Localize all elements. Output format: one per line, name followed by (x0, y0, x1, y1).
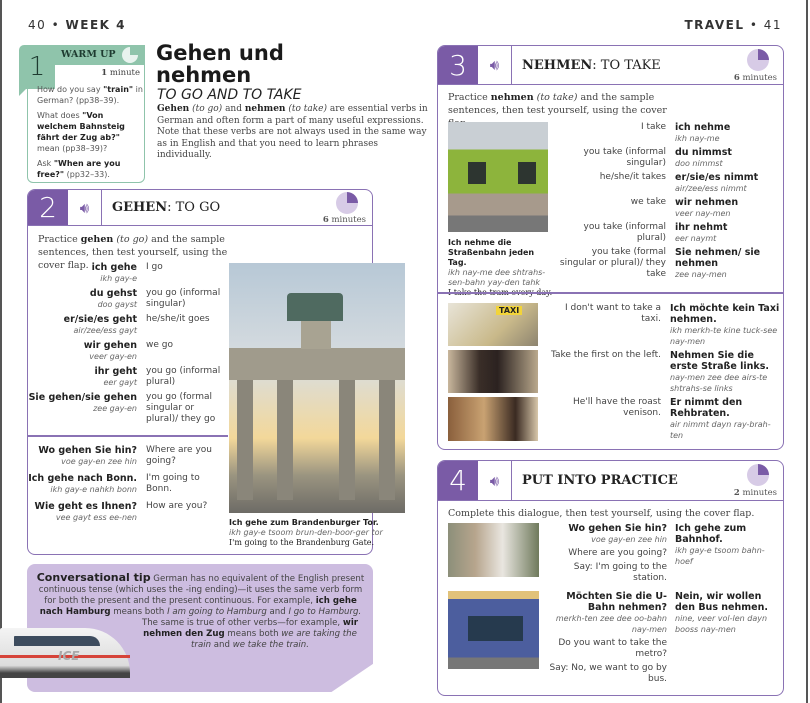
caption-german: Ich nehme die Straßenbahn jeden Tag. (448, 238, 535, 267)
caption-pronunciation: ikh nay-me dee shtrahs-sen-bahn yay-den tahk (448, 268, 546, 287)
speaker-icon[interactable]: 🔊︎ (478, 46, 512, 84)
sentence-row (28, 473, 226, 495)
english-meaning: we go (146, 340, 173, 350)
nehmen-rows-2 (438, 303, 780, 441)
speaker-icon[interactable]: 🔊︎ (68, 190, 102, 225)
english-meaning: you go (informal plural) (146, 366, 221, 387)
english-meaning: you take (formal singular or plural)/ they take (559, 247, 666, 279)
german-form: wir nehmen (675, 197, 739, 208)
gehen-title: GEHEN: TO GO (112, 200, 221, 215)
conjugation-row (438, 247, 777, 280)
practice-title: PUT INTO PRACTICE (522, 473, 678, 488)
page-number: 40 (28, 18, 47, 32)
pronunciation: ikh merkh-te kine tuck-see nay-men (670, 326, 778, 346)
german-form: ihr geht (94, 366, 137, 377)
conjugation-row (28, 366, 226, 388)
gehen-header (28, 190, 372, 226)
page-edge-left (0, 0, 2, 703)
conversational-tip-text: Conversational tip German has no equivalent of the English present continuous tense (which uses the -ing ending)—it uses the same verb form for both the present and the present continuous. For example, ich gehe nach Hamburg means both I am going to Hamburg and I go to Hamburg. The same is true of other verbs—for example, wir nehmen den Zug means both we are taking the train and we take the train. (32, 572, 368, 697)
german-sentence: Nehmen Sie die erste Straße links. (670, 350, 769, 372)
english-meaning: you take (informal singular) (583, 147, 666, 168)
german-sentence: Ich möchte kein Taxi nehmen. (670, 303, 780, 325)
answer-german: Ich gehe zum Bahnhof. (675, 523, 747, 545)
german-form: du gehst (89, 288, 137, 299)
question-pronunciation: voe gay-en zee hin (591, 535, 667, 544)
conjugation-row (438, 147, 777, 169)
train-logo: ICE (58, 649, 80, 663)
pronunciation: zee nay-men (675, 270, 727, 279)
timer-pie-icon (336, 192, 358, 214)
english-meaning: I don't want to take a taxi. (564, 303, 661, 324)
section-label: TRAVEL (684, 18, 745, 32)
english-meaning: I go (146, 262, 163, 272)
step-number: 2 (28, 190, 68, 225)
question-german: Möchten Sie die U-Bahn nehmen? (566, 591, 667, 613)
pronunciation: voe gay-en zee hin (61, 457, 137, 466)
english-meaning: you take (informal plural) (583, 222, 666, 243)
sentence-row (28, 445, 226, 467)
caption-german: Ich gehe zum Brandenburger Tor. (229, 518, 379, 527)
answer-pronunciation: nine, veer vol-len dayn booss nay-men (675, 614, 768, 634)
warmup-box (27, 45, 145, 183)
english-meaning: I'm going to Bonn. (146, 473, 200, 494)
english-meaning: you go (informal singular) (146, 288, 221, 309)
english-meaning: Where are you going? (146, 445, 212, 466)
nehmen-minutes: 6 minutes (733, 73, 777, 83)
answer-german: Nein, wir wollen den Bus nehmen. (675, 591, 768, 613)
gehen-caption (229, 518, 405, 548)
warmup-number: 1 (19, 45, 55, 89)
warmup-q2: What does "Von welchem Bahnsteig fährt der Zug ab?" mean (pp38–39)? (37, 111, 125, 153)
say-prompt: Say: No, we want to go by bus. (549, 663, 667, 684)
english-meaning: you go (formal singular or plural)/ they go (146, 392, 216, 424)
conjugation-row (28, 392, 226, 425)
pronunciation: nay-men zee dee airs-te shtrahs-se links (670, 373, 768, 393)
question-english: Where are you going? (568, 548, 667, 558)
week-label: WEEK 4 (65, 18, 126, 32)
column (237, 380, 253, 500)
english-meaning: How are you? (146, 501, 208, 511)
sentence-row (438, 303, 780, 347)
conjugation-row (438, 122, 777, 144)
pronunciation: vee gayt ess ee-nen (55, 513, 137, 522)
say-prompt: Say: I'm going to the station. (573, 562, 667, 583)
conjugation-row (438, 197, 777, 219)
page-subtitle: TO GO AND TO TAKE (157, 87, 302, 103)
gate-entablature (229, 348, 405, 380)
pronunciation: ikh gay-e (100, 274, 137, 283)
english-meaning: we take (630, 197, 666, 207)
column (277, 380, 293, 500)
pronunciation: eer naymt (675, 234, 717, 243)
timer-pie-icon (747, 464, 769, 486)
pronunciation: doo gayst (97, 300, 137, 309)
bullet: • (51, 18, 61, 32)
warmup-minutes: 1 minute (101, 68, 140, 78)
conjugation-row (28, 288, 226, 310)
taxi-sign: TAXI (496, 306, 522, 315)
warmup-tab-tail (19, 88, 27, 96)
german-form: ich gehe (91, 262, 137, 273)
conjugation-row (28, 262, 226, 284)
german-form: du nimmst (675, 147, 732, 158)
english-meaning: I take (641, 122, 666, 132)
conjugation-row (438, 222, 777, 244)
gehen-intro: Practice gehen (to go) and the sample sentences, then test yourself, using the cover flap. (38, 234, 228, 271)
divider (438, 292, 783, 294)
dialogue-2-question (543, 591, 667, 685)
pronunciation: ikh gay-e nahkh bonn (50, 485, 137, 494)
question-pronunciation: merkh-ten zee dee oo-bahn nay-men (555, 614, 667, 634)
pronunciation: air/zee/ess nimmt (675, 184, 747, 193)
sentence-row (28, 501, 226, 523)
practice-minutes: 2 minutes (733, 488, 777, 498)
couple-map-photo (448, 523, 539, 577)
conjugation-row (28, 314, 226, 336)
answer-pronunciation: ikh gay-e tsoom bahn-hoef (675, 546, 765, 566)
german-sentence: Ich gehe nach Bonn. (28, 473, 137, 484)
page-title: Gehen und nehmen (156, 41, 284, 87)
brandenburg-gate-photo (229, 263, 405, 513)
german-sentence: Er nimmt den Rehbraten. (670, 397, 743, 419)
german-form: er/sie/es nimmt (675, 172, 759, 183)
page-header-left (28, 18, 126, 32)
warmup-q1: How do you say "train" in German? (pp38–39). (37, 85, 143, 105)
conjugation-row (438, 172, 777, 194)
page-edge-right (806, 0, 808, 703)
timer-pie-icon (122, 47, 138, 63)
german-form: Sie nehmen/ sie nehmen (675, 247, 761, 269)
timer-pie-icon (747, 49, 769, 71)
pronunciation: ikh nay-me (675, 134, 720, 143)
pronunciation: eer gayt (103, 378, 137, 387)
conjugation-row (28, 340, 226, 362)
sentence-row (438, 397, 780, 441)
german-form: ich nehme (675, 122, 731, 133)
english-meaning: he/she/it takes (599, 172, 666, 182)
english-meaning: he/she/it goes (146, 314, 210, 324)
page-header-right (684, 18, 782, 32)
pronunciation: doo nimmst (675, 159, 723, 168)
gehen-minutes: 6 minutes (322, 215, 366, 225)
sentence-row (438, 350, 780, 394)
nehmen-box (437, 45, 784, 450)
pronunciation: zee gay-en (93, 404, 137, 413)
divider (28, 435, 228, 437)
gehen-rows (28, 262, 226, 425)
warmup-title: WARM UP (55, 45, 145, 65)
gehen-box (27, 189, 383, 555)
caption-english: I'm going to the Brandenburg Gate. (229, 538, 375, 547)
attic (301, 321, 331, 349)
intro-paragraph: Gehen (to go) and nehmen (to take) are essential verbs in German and often form a part of many useful expressions. Note that these verbs are not always used in the same way as in English and that you need to learn phrases individually. (157, 104, 428, 160)
quadriga (287, 293, 343, 321)
german-form: ihr nehmt (675, 222, 728, 233)
german-form: er/sie/es geht (63, 314, 137, 325)
dialogue-2-answer (675, 591, 780, 635)
english-meaning: Take the first on the left. (550, 350, 661, 360)
german-sentence: Wo gehen Sie hin? (38, 445, 137, 456)
practice-intro: Complete this dialogue, then test yourself, using the cover flap. (448, 508, 755, 519)
nehmen-rows (438, 122, 777, 280)
german-sentence: Wie geht es Ihnen? (34, 501, 137, 512)
column (339, 380, 355, 500)
bus-windshield (468, 616, 523, 641)
english-meaning: He'll have the roast venison. (573, 397, 661, 418)
step-number: 3 (438, 46, 478, 84)
question-english: Do you want to take the metro? (558, 638, 667, 659)
page-number: 41 (763, 18, 782, 32)
nehmen-header (438, 46, 783, 85)
pronunciation: veer gay-en (89, 352, 137, 361)
warmup-questions (37, 84, 143, 180)
pronunciation: air/zee/ess gayt (73, 326, 137, 335)
column (379, 380, 395, 500)
bus-photo (448, 591, 539, 669)
step-number: 4 (438, 461, 478, 500)
caption-pronunciation: ikh gay-e tsoom brun-den-boor-ger tor (229, 528, 383, 537)
german-form: wir gehen (83, 340, 137, 351)
dialogue-1-answer (675, 523, 780, 567)
gehen-rows-2 (28, 445, 226, 523)
question-german: Wo gehen Sie hin? (568, 523, 667, 534)
pronunciation: veer nay-men (675, 209, 731, 218)
practice-header (438, 461, 783, 501)
pronunciation: air nimmt dayn ray-brah-ten (670, 420, 771, 440)
warmup-q3: Ask "When are you free?" (pp32–33). (37, 159, 121, 179)
nehmen-title: NEHMEN: TO TAKE (522, 58, 661, 73)
dialogue-1-question (543, 523, 667, 584)
german-form: Sie gehen/sie gehen (28, 392, 137, 403)
nehmen-intro: Practice nehmen (to take) and the sample sentences, then test yourself, using the cover (448, 92, 667, 116)
bullet: • (749, 18, 759, 32)
practice-box (437, 460, 784, 696)
speaker-icon[interactable]: 🔊︎ (478, 461, 512, 500)
